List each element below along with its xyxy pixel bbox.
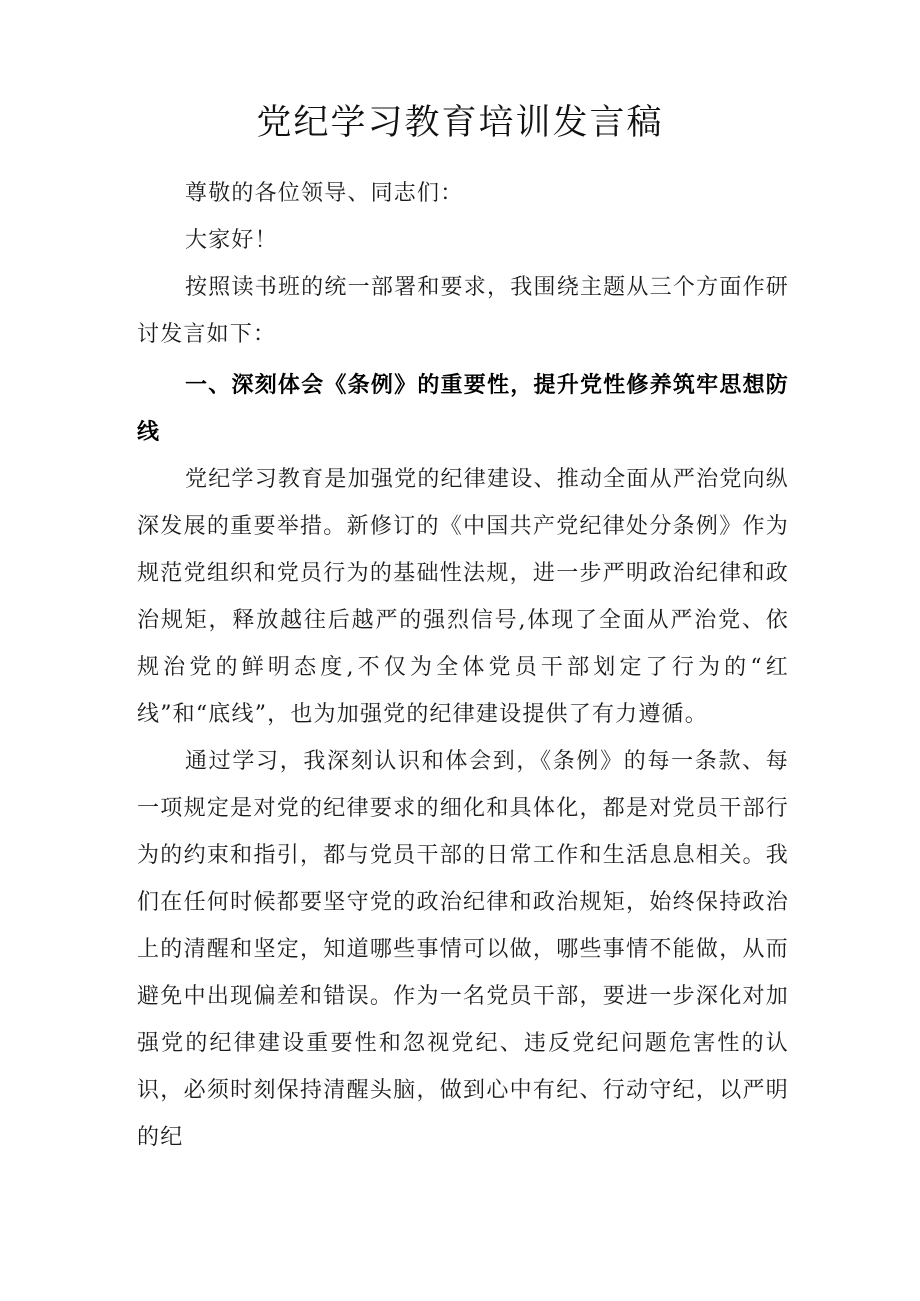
intro-paragraph: 按照读书班的统一部署和要求，我围绕主题从三个方面作研讨发言如下：: [137, 275, 789, 347]
document-title: 党纪学习教育培训发言稿: [256, 103, 664, 143]
section-heading-1: 一、深刻体会《条例》的重要性，提升党性修养筑牢思想防线: [137, 373, 789, 445]
greeting-paragraph: 大家好！: [185, 228, 278, 253]
body-paragraph-1: 党纪学习教育是加强党的纪律建设、推动全面从严治党向纵深发展的重要举措。新修订的《中国共产党纪律处分条例》作为规范党组织和党员行为的基础性法规，进一步严明政治纪律和政治规矩，释放越往后越严的强烈信号,体现了全面从严治党、依规治党的鲜明态度,不仅为全体党员干部划定了行为的“红线”和“底线”，也为加强党的纪律建设提供了有力遵循。: [137, 467, 789, 727]
body-paragraph-2: 通过学习，我深刻认识和体会到，《条例》的每一条款、每一项规定是对党的纪律要求的细化和具体化，都是对党员干部行为的约束和指引，都与党员干部的日常工作和生活息息相关。我们在任何时候都要坚守党的政治纪律和政治规矩，始终保持政治上的清醒和坚定，知道哪些事情可以做，哪些事情不能做，从而避免中出现偏差和错误。作为一名党员干部，要进一步深化对加强党的纪律建设重要性和忽视党纪、违反党纪问题危害性的认识，必须时刻保持清醒头脑，做到心中有纪、行动守纪，以严明的纪: [137, 749, 789, 1150]
salutation-paragraph: 尊敬的各位领导、同志们：: [185, 181, 464, 206]
document-body: [137, 170, 789, 1161]
